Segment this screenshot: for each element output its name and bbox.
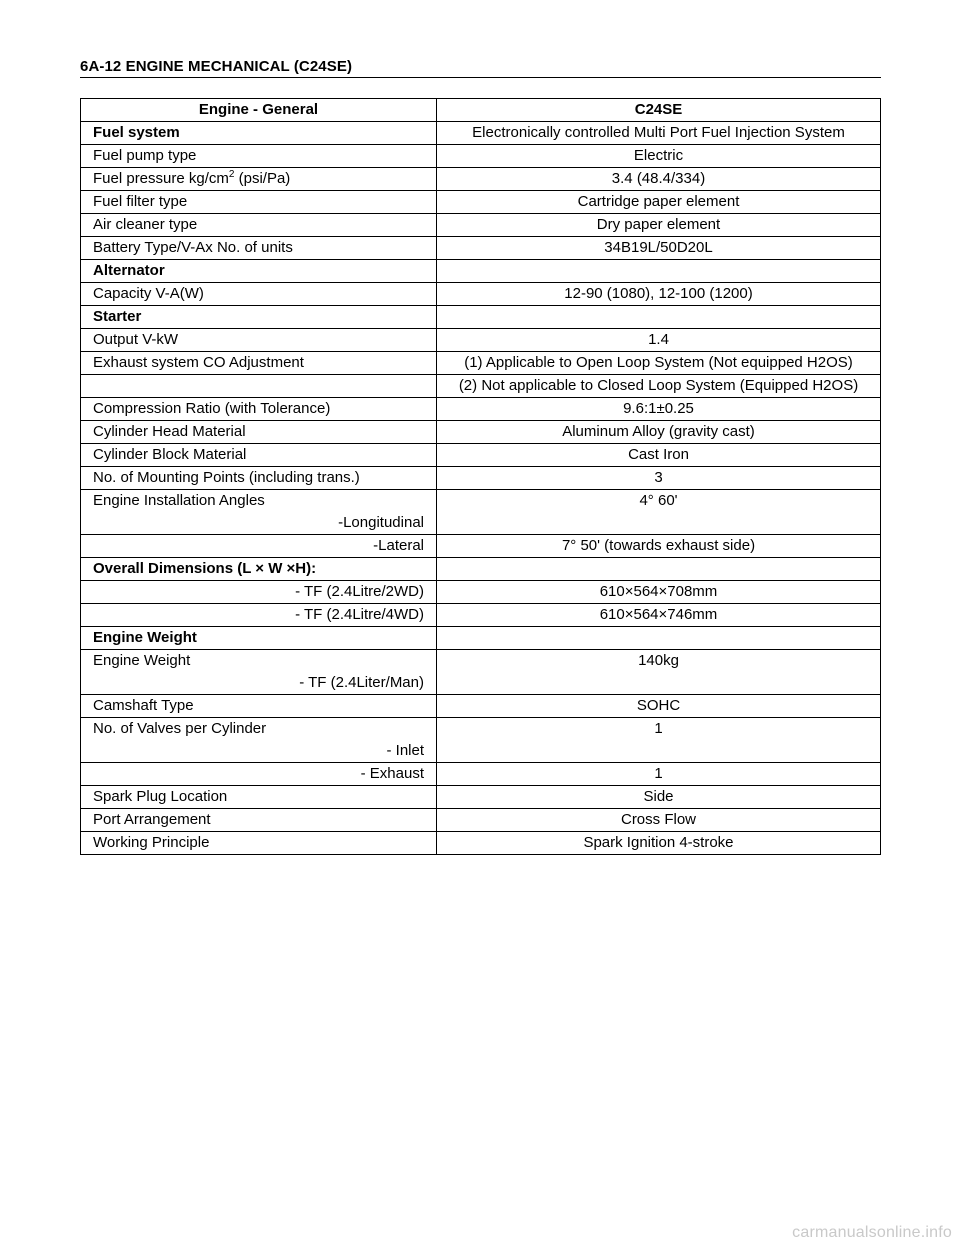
row-value: 610×564×746mm [437,604,881,627]
row-value [437,558,881,581]
row-label: Overall Dimensions (L × W ×H): [81,558,437,581]
row-label [81,375,437,398]
row-value: Electric [437,145,881,168]
table-row [81,695,881,718]
row-sublabel: - TF (2.4Liter/Man) [299,674,424,691]
row-value: Cartridge paper element [437,191,881,214]
row-value: Side [437,786,881,809]
table-row [81,763,881,786]
page-header: 6A-12 ENGINE MECHANICAL (C24SE) [80,58,881,78]
row-label-valves [81,718,437,763]
row-label: Fuel pressure kg/cm [93,170,229,187]
row-value [437,260,881,283]
row-label: Compression Ratio (with Tolerance) [81,398,437,421]
row-value: (2) Not applicable to Closed Loop System (Equipped H2OS) [437,375,881,398]
row-value: 3.4 (48.4/334) [437,168,881,191]
table-row [81,718,881,763]
row-value: 34B19L/50D20L [437,237,881,260]
row-label: Air cleaner type [81,214,437,237]
row-label: Output V-kW [81,329,437,352]
row-value: Cast Iron [437,444,881,467]
table-row [81,352,881,375]
row-value: 4° 60' [437,490,881,535]
engine-spec-table [80,98,881,855]
row-value: 140kg [437,650,881,695]
table-row [81,398,881,421]
superscript: 2 [228,169,235,180]
row-value: 1 [437,763,881,786]
row-label: Alternator [81,260,437,283]
table-row [81,122,881,145]
row-label: Engine Weight [93,652,191,669]
table-row [81,535,881,558]
row-label: -Lateral [81,535,437,558]
row-label-engine-weight [81,650,437,695]
column-header-engine-general: Engine - General [81,99,437,122]
row-sublabel: - Inlet [386,742,424,759]
row-label: Spark Plug Location [81,786,437,809]
row-value: 1 [437,718,881,763]
table-header-row [81,99,881,122]
row-label: Fuel pump type [81,145,437,168]
row-label: Battery Type/V-Ax No. of units [81,237,437,260]
row-value: 1.4 [437,329,881,352]
row-value: 7° 50' (towards exhaust side) [437,535,881,558]
row-label: No. of Mounting Points (including trans.) [81,467,437,490]
row-sublabel: -Longitudinal [338,514,424,531]
row-value: 3 [437,467,881,490]
table-row [81,558,881,581]
row-label-installation-angles [81,490,437,535]
table-row [81,581,881,604]
row-value: Cross Flow [437,809,881,832]
table-row [81,786,881,809]
row-label: Port Arrangement [81,809,437,832]
table-row [81,191,881,214]
row-label: No. of Valves per Cylinder [93,720,267,737]
row-label: Camshaft Type [81,695,437,718]
row-label: Capacity V-A(W) [81,283,437,306]
table-row [81,283,881,306]
row-value: 9.6:1±0.25 [437,398,881,421]
table-row [81,375,881,398]
row-value [437,306,881,329]
row-value: Dry paper element [437,214,881,237]
table-row [81,650,881,695]
table-row [81,145,881,168]
row-label: Fuel system [81,122,437,145]
row-value: 12-90 (1080), 12-100 (1200) [437,283,881,306]
row-label: - TF (2.4Litre/4WD) [81,604,437,627]
table-row [81,168,881,191]
table-row [81,214,881,237]
table-row [81,809,881,832]
row-label: - TF (2.4Litre/2WD) [81,581,437,604]
row-label: Exhaust system CO Adjustment [81,352,437,375]
row-label: - Exhaust [81,763,437,786]
row-label: Starter [81,306,437,329]
table-row [81,490,881,535]
row-label: Cylinder Block Material [81,444,437,467]
row-label: Engine Weight [81,627,437,650]
row-label-tail: (psi/Pa) [234,170,291,187]
table-row [81,832,881,855]
table-row [81,627,881,650]
row-value: Spark Ignition 4-stroke [437,832,881,855]
row-value: Aluminum Alloy (gravity cast) [437,421,881,444]
table-row [81,237,881,260]
row-label: Working Principle [81,832,437,855]
table-row [81,467,881,490]
table-row [81,604,881,627]
row-value: SOHC [437,695,881,718]
table-row [81,421,881,444]
table-row [81,260,881,283]
row-value: (1) Applicable to Open Loop System (Not equipped H2OS) [437,352,881,375]
row-label: Fuel filter type [81,191,437,214]
column-header-c24se: C24SE [437,99,881,122]
table-row [81,306,881,329]
watermark: carmanualsonline.info [792,1224,952,1241]
table-row [81,444,881,467]
row-label: Cylinder Head Material [81,421,437,444]
row-label: Engine Installation Angles [93,492,265,509]
row-value: Electronically controlled Multi Port Fuel Injection System [437,122,881,145]
row-label-fuel-pressure [81,168,437,191]
row-value: 610×564×708mm [437,581,881,604]
row-value [437,627,881,650]
table-row [81,329,881,352]
